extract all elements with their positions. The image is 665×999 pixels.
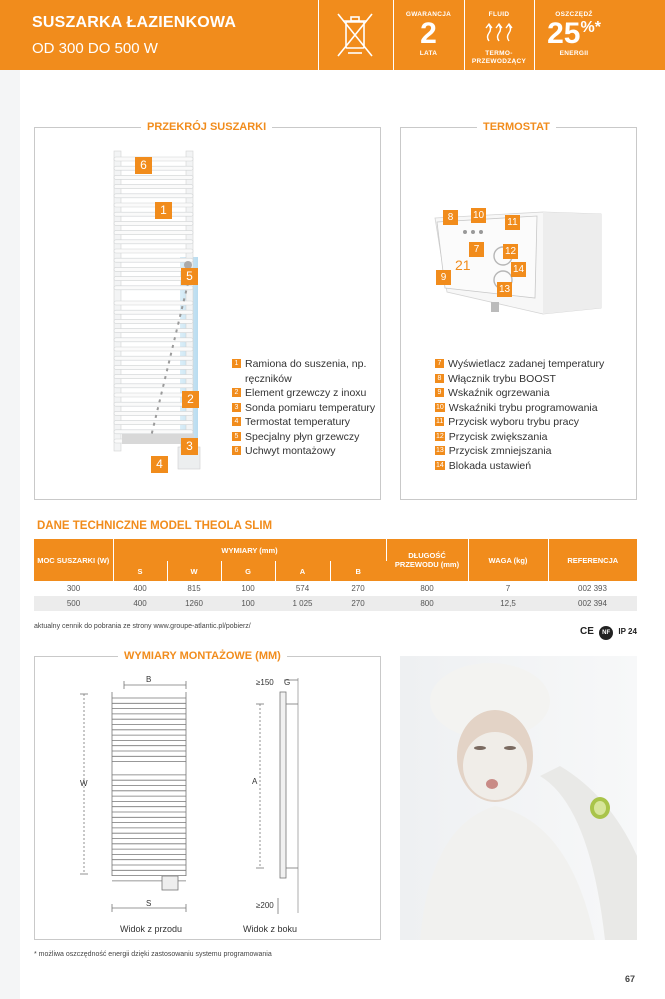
cell-ref: 002 393: [578, 584, 607, 593]
page-side-strip: [0, 0, 20, 999]
radiator-bar: [114, 203, 193, 207]
legend-number: 9: [435, 388, 444, 397]
callout-5: 5: [181, 268, 198, 285]
legend-text: Uchwyt montażowy: [245, 445, 336, 457]
callout-12: 12: [504, 246, 517, 257]
tech-table-title: DANE TECHNICZNE MODEL THEOLA SLIM: [37, 520, 273, 532]
radiator-cross-section-illustration: [100, 145, 230, 475]
radiator-bar: [114, 240, 193, 244]
header-weight: WAGA (kg): [468, 539, 548, 581]
header-power: MOC SUSZARKI (W): [34, 539, 113, 581]
legend-item: [232, 415, 377, 430]
legend-text: Ramiona do suszenia, np. ręczników: [245, 358, 367, 385]
price-list-note: aktualny cennik do pobrania ze strony www.groupe-atlantic.pl/pobierz/: [34, 623, 251, 630]
legend-text: Przycisk zwiększania: [448, 430, 548, 443]
radiator-bar: [114, 365, 193, 369]
header-banner: [0, 0, 665, 70]
guarantee-value: 2: [420, 17, 437, 50]
legend-text: Wyświetlacz zadanej temperatury: [448, 358, 605, 370]
savings-value: 25: [547, 17, 581, 50]
ce-mark: CE: [580, 626, 594, 637]
thermostat-legend: [435, 357, 630, 473]
legend-text: Przycisk zmniejszania: [448, 445, 552, 457]
legend-item: [232, 430, 377, 445]
radiator-bar: [114, 166, 193, 170]
dim-g-label: G: [284, 678, 291, 687]
header-dim-s: S: [113, 561, 167, 581]
radiator-bar: [114, 286, 193, 290]
callout-10: 10: [472, 210, 485, 221]
header-dimensions: WYMIARY (mm): [113, 539, 386, 561]
legend-number: 3: [232, 403, 241, 412]
dim-bottom-label: ≥200: [256, 901, 274, 910]
legend-text: Element grzewczy z inoxu: [245, 387, 367, 399]
legend-text: Przycisk wyboru trybu pracy: [448, 416, 579, 428]
dim-top-label: ≥150: [256, 678, 274, 687]
radiator-bar: [114, 338, 193, 342]
legend-text: Blokada ustawień: [448, 459, 532, 472]
cross-section-title: PRZEKRÓJ SUSZARKI: [141, 121, 272, 133]
legend-item: [435, 415, 630, 430]
front-view-caption: Widok z przodu: [120, 924, 183, 934]
radiator-bar: [114, 301, 193, 305]
header-dim-b: B: [330, 561, 386, 581]
radiator-bar: [114, 356, 193, 360]
radiator-bar: [114, 384, 193, 388]
radiator-bar: [114, 249, 193, 253]
legend-text: Włącznik trybu BOOST: [448, 372, 556, 385]
radiator-bar: [114, 319, 193, 323]
legend-text: Specjalny płyn grzewczy: [245, 430, 360, 443]
legend-item: [435, 357, 630, 372]
dim-b-label: B: [146, 675, 152, 684]
cell-s: 400: [113, 596, 167, 611]
fluid-desc: TERMO- PRZEWODZĄCY: [471, 50, 527, 65]
legend-number: 13: [436, 447, 444, 454]
cell-ref: 002 394: [548, 596, 637, 611]
radiator-bar: [114, 347, 193, 351]
mounting-title: WYMIARY MONTAŻOWE (MM): [118, 650, 287, 662]
certification-marks: [580, 626, 637, 640]
table-row: [34, 596, 637, 611]
woman-face-mask-photo: [400, 656, 637, 940]
callout-3: 3: [181, 438, 198, 455]
cell-cable: 800: [386, 596, 468, 611]
cell-b: 270: [351, 584, 365, 593]
legend-item: [232, 401, 377, 416]
mounting-dimensions-drawing: [60, 668, 370, 930]
legend-number: 4: [232, 417, 241, 426]
header-dim-w: W: [167, 561, 221, 581]
thermostat-display: 21: [455, 257, 471, 273]
page-number: 67: [624, 974, 635, 984]
cell-w: 815: [187, 584, 201, 593]
dim-a-label: A: [252, 777, 258, 786]
legend-item: [435, 401, 630, 416]
legend-number: 2: [232, 388, 241, 397]
legend-number: 7: [435, 359, 444, 368]
legend-number: 8: [435, 374, 444, 383]
radiator-bar: [114, 430, 193, 434]
callout-8: 8: [443, 210, 458, 225]
guarantee-cell: [393, 0, 464, 70]
legend-number: 12: [436, 432, 444, 440]
radiator-bar: [114, 194, 193, 198]
dim-s-label: S: [146, 899, 152, 908]
heat-waves-icon: [482, 21, 516, 43]
product-title: SUSZARKA ŁAZIENKOWA: [32, 14, 237, 31]
header-reference: REFERENCJA: [548, 539, 637, 581]
radiator-bar: [114, 175, 193, 179]
radiator-bar: [114, 231, 193, 235]
radiator-bar: [114, 375, 193, 379]
legend-item: [232, 386, 377, 401]
legend-text: Sonda pomiaru temperatury: [245, 401, 376, 414]
legend-item: [435, 386, 630, 401]
radiator-bar: [114, 212, 193, 216]
cell-weight: 7: [505, 584, 511, 593]
callout-7: 7: [469, 242, 484, 257]
callout-1: 1: [155, 202, 172, 219]
cell-g: 100: [221, 596, 275, 611]
product-subtitle: OD 300 DO 500 W: [32, 40, 158, 57]
guarantee-label: GWARANCJA: [405, 11, 452, 18]
savings-percent: %: [580, 19, 595, 36]
side-view-caption: Widok z boku: [243, 924, 298, 934]
callout-2: 2: [182, 391, 199, 408]
fluid-label: FLUID: [488, 11, 510, 18]
cell-w: 1260: [167, 596, 221, 611]
legend-item: [435, 459, 630, 474]
guarantee-unit: LATA: [419, 50, 438, 57]
legend-number: 5: [232, 432, 241, 441]
ip-rating: IP 24: [618, 627, 637, 636]
legend-text: Wskaźnik ogrzewania: [448, 387, 550, 399]
cell-s: 400: [133, 584, 147, 593]
legend-item: [232, 444, 377, 459]
nf-mark: NF: [599, 626, 613, 640]
legend-number: 1: [232, 359, 241, 368]
table-row: [34, 581, 637, 596]
radiator-bar: [114, 411, 193, 415]
cell-a: 1 025: [275, 596, 330, 611]
legend-number: 11: [436, 418, 444, 425]
callout-4: 4: [151, 456, 168, 473]
legend-item: [435, 430, 630, 445]
cross-section-legend: [232, 357, 377, 459]
header-dim-a: A: [275, 561, 330, 581]
legend-item: [232, 357, 377, 386]
legend-number: 6: [232, 446, 241, 455]
radiator-bar: [114, 258, 193, 262]
savings-star: *: [594, 19, 601, 36]
legend-text: Termostat temperatury: [245, 416, 351, 428]
legend-item: [435, 372, 630, 387]
radiator-bar: [114, 221, 193, 225]
cell-b: 270: [330, 596, 386, 611]
callout-9: 9: [436, 270, 451, 285]
header-cable: DŁUGOŚĆ PRZEWODU (mm): [386, 539, 468, 581]
callout-6: 6: [135, 157, 152, 174]
cell-g: 100: [241, 584, 255, 593]
callout-13: 13: [498, 284, 511, 295]
legend-item: [435, 444, 630, 459]
fluid-cell: [464, 0, 534, 70]
radiator-bar: [114, 310, 193, 314]
dim-w-label: W: [80, 779, 88, 788]
callout-14: 14: [512, 264, 525, 275]
cell-cable: 800: [420, 584, 434, 593]
energy-footnote: * możliwa oszczędność energii dzięki zastosowaniu systemu programowania: [34, 951, 272, 958]
cell-power: 300: [66, 584, 81, 593]
legend-number: 14: [436, 461, 444, 469]
legend-number: 10: [436, 403, 444, 411]
cell-power: 500: [34, 596, 113, 611]
savings-label: OSZCZĘDŹ: [555, 11, 593, 18]
radiator-bar: [114, 329, 193, 333]
header-dim-g: G: [221, 561, 275, 581]
tech-data-table: [34, 539, 637, 611]
legend-text: Wskaźniki trybu programowania: [448, 401, 598, 414]
savings-cell: [534, 0, 614, 70]
radiator-bar: [114, 157, 193, 161]
crossed-bin-icon: [318, 0, 393, 70]
cell-weight: 12,5: [468, 596, 548, 611]
radiator-bar: [114, 185, 193, 189]
savings-desc: ENERGII: [559, 50, 589, 57]
cell-a: 574: [295, 584, 310, 593]
weee-cell: [318, 0, 393, 70]
thermostat-title: TERMOSTAT: [477, 121, 556, 133]
callout-11: 11: [505, 215, 520, 230]
